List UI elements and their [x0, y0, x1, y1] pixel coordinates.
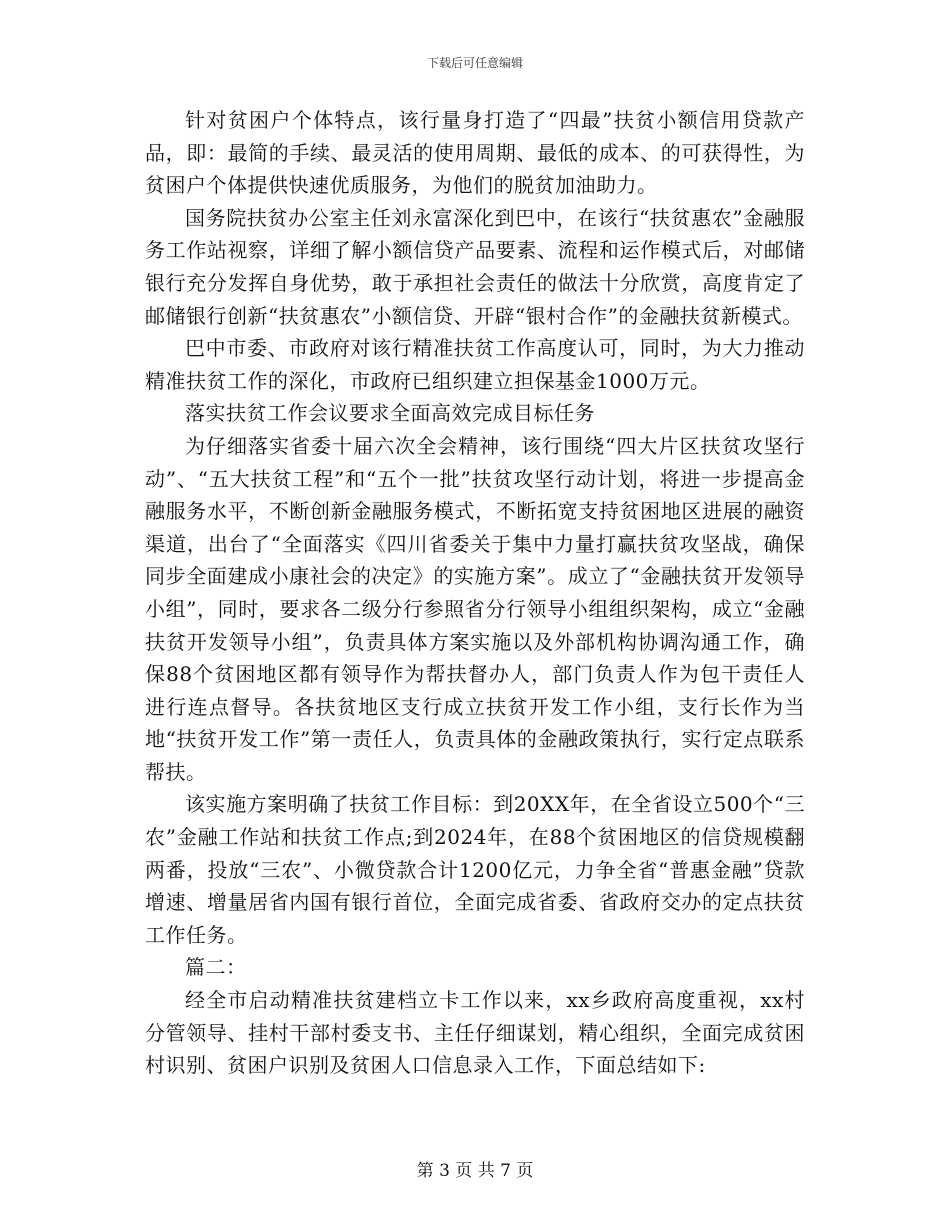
- paragraph: 巴中市委、市政府对该行精准扶贫工作高度认可，同时，为大力推动精准扶贫工作的深化，市政府已组织建立担保基金1000万元。: [145, 336, 805, 393]
- section-heading: 篇二：: [185, 955, 247, 980]
- page-header-note: 下载后可任意编辑: [426, 56, 523, 70]
- document-body: [145, 104, 805, 1082]
- page-number-footer: 第 3 页 共 7 页: [416, 1161, 534, 1181]
- paragraph: 为仔细落实省委十届六次全会精神，该行围绕“四大片区扶贫攻坚行动”、“五大扶贫工程”和“五个一批”扶贫攻坚行动计划，将进一步提高金融服务水平，不断创新金融服务模式，不断拓宽支持贫困地区进展的融资渠道，出台了“全面落实《四川省委关于集中力量打赢扶贫攻坚战，确保同步全面建成小康社会的决定》的实施方案”。成立了“金融扶贫开发领导小组”，同时，要求各二级分行参照省分行领导小组组织架构，成立“金融扶贫开发领导小组”，负责具体方案实施以及外部机构协调沟通工作，确保88个贫困地区都有领导作为帮扶督办人，部门负责人作为包干责任人进行连点督导。各扶贫地区支行成立扶贫开发工作小组，支行长作为当地“扶贫开发工作”第一责任人，负责具体的金融政策执行，实行定点联系帮扶。: [145, 433, 805, 784]
- paragraph: 经全市启动精准扶贫建档立卡工作以来，xx乡政府高度重视，xx村分管领导、挂村干部村委支书、主任仔细谋划，精心组织，全面完成贫困村识别、贫困户识别及贫困人口信息录入工作，下面总结如下:: [145, 988, 805, 1078]
- section-heading: 落实扶贫工作会议要求全面高效完成目标任务: [185, 401, 595, 426]
- paragraph: 国务院扶贫办公室主任刘永富深化到巴中，在该行“扶贫惠农”金融服务工作站视察，详细了解小额信贷产品要素、流程和运作模式后，对邮储银行充分发挥自身优势，敢于承担社会责任的做法十分欣赏，高度肯定了邮储银行创新“扶贫惠农”小额信贷、开辟“银村合作”的金融扶贫新模式。: [145, 205, 805, 328]
- paragraph: 该实施方案明确了扶贫工作目标：到20XX年，在全省设立500个“三农”金融工作站和扶贫工作点;到2024年，在88个贫困地区的信贷规模翻两番，投放“三农”、小微贷款合计1200亿元，力争全省“普惠金融”贷款增速、增量居省内国有银行首位，全面完成省委、省政府交办的定点扶贫工作任务。: [145, 792, 805, 947]
- paragraph: 针对贫困户个体特点，该行量身打造了“四最”扶贫小额信用贷款产品，即：最简的手续、最灵活的使用周期、最低的成本、的可获得性，为贫困户个体提供快速优质服务，为他们的脱贫加油助力。: [145, 108, 805, 198]
